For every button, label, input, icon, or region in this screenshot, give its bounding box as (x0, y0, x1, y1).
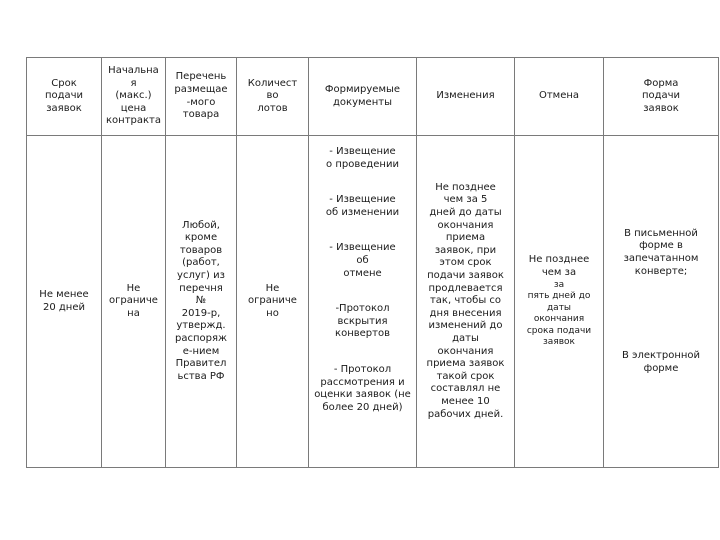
list-value-line: Правител (175, 358, 227, 370)
cancel-detail-line: пять дней до (527, 291, 591, 302)
cell-docs (309, 136, 417, 468)
list-value-line: перечня (179, 282, 223, 294)
form-paper-line: В письменной (624, 227, 698, 239)
document-item-line: -Протокол (335, 303, 390, 315)
changes-value-line: Не позднее (435, 181, 496, 193)
header-price-line: Начальна (108, 65, 159, 77)
changes-value-line: этом срок (439, 257, 492, 269)
changes-value-line: даты (452, 332, 479, 344)
changes-value-line: чем за 5 (443, 194, 488, 206)
header-lots-line: Количест (247, 77, 298, 89)
changes-value-line: составлял не (430, 383, 501, 395)
cell-changes (417, 136, 515, 468)
changes-value-line: приема заявок (426, 358, 505, 370)
list-value-line: (работ, (182, 257, 220, 269)
deadline-value-line: Не менее (39, 288, 89, 300)
deadline-value-line: 20 дней (42, 301, 85, 313)
changes-value-line: менее 10 (441, 395, 490, 407)
header-lots (237, 58, 309, 136)
header-docs (309, 58, 417, 136)
changes-value-line: изменений до (428, 320, 503, 332)
list-value-line: № (195, 295, 207, 307)
changes-value-line: так, чтобы со (429, 295, 502, 307)
header-docs-line: документы (333, 96, 392, 108)
table-row (27, 136, 719, 468)
cancel-detail-line: за (553, 279, 565, 290)
document-item-line: оценки заявок (не (314, 389, 411, 401)
cell-cancel (515, 136, 604, 468)
changes-value-line: рабочих дней. (427, 408, 504, 420)
header-price-line: цена (120, 102, 147, 114)
form-paper-line: форме в (639, 240, 683, 252)
header-form-line: заявок (643, 102, 679, 114)
cell-lots (237, 136, 309, 468)
lots-value-line: ограниче (248, 295, 297, 307)
list-value-line: услуг) из (177, 270, 225, 282)
header-deadline-line: заявок (46, 102, 82, 114)
header-list-line: размещае (174, 83, 228, 95)
document-item (311, 194, 414, 219)
header-price-line: (макс.) (115, 90, 152, 102)
changes-value-line: такой срок (436, 370, 495, 382)
document-item (311, 146, 414, 171)
header-form (604, 58, 719, 136)
header-docs-line: Формируемые (324, 83, 401, 95)
cancel-value-line: Не позднее (528, 254, 590, 266)
header-price (102, 58, 166, 136)
changes-value-line: дней до даты (429, 207, 502, 219)
changes-value-line: окончания (437, 219, 494, 231)
document-item-line: отмене (343, 267, 382, 279)
cancel-detail-line: даты (546, 302, 572, 313)
document-item-line: об (356, 254, 369, 266)
document-item-line: более 20 дней) (322, 401, 403, 413)
header-deadline-line: подачи (44, 90, 84, 102)
header-list-line: -мого (186, 96, 216, 108)
cell-price (102, 136, 166, 468)
price-value-line: ограниче (109, 295, 158, 307)
cancel-detail-line: заявок (543, 337, 575, 348)
changes-value-line: продлевается (428, 282, 503, 294)
list-value-line: утвержд. (176, 320, 226, 332)
price-value-line: Не (126, 282, 141, 294)
header-form-line: Форма (643, 77, 679, 89)
document-item-line: вскрытия (337, 315, 388, 327)
form-paper-line: конверте; (634, 265, 688, 277)
document-item-line: рассмотрения и (320, 376, 405, 388)
header-lots-line: во (266, 90, 279, 102)
form-electronic-line: форме (643, 362, 679, 374)
price-value-line: на (127, 307, 140, 319)
list-value-line: кроме (184, 232, 218, 244)
lots-value-line: Не (265, 282, 280, 294)
list-value-line: е-нием (182, 345, 220, 357)
document-item-line: о проведении (326, 158, 399, 170)
header-list (166, 58, 237, 136)
cancel-detail-line: окончания (533, 314, 585, 325)
document-item (311, 242, 414, 280)
lots-value-line: но (266, 307, 279, 319)
document-item-line: - Протокол (333, 363, 392, 375)
changes-value-line: заявок, при (434, 244, 497, 256)
document-item-line: конвертов (335, 328, 390, 340)
cell-deadline (27, 136, 102, 468)
list-value-line: товаров (179, 244, 223, 256)
procurement-table (26, 57, 719, 468)
header-cancel: Отмена (515, 58, 604, 136)
form-paper-line: запечатанном (623, 252, 699, 264)
list-value-line: Любой, (182, 219, 220, 231)
document-item (311, 303, 414, 341)
form-electronic-line: В электронной (621, 350, 701, 362)
header-deadline-line: Срок (51, 77, 77, 89)
changes-value-line: дня внесения (429, 307, 502, 319)
document-item-line: об изменении (325, 206, 400, 218)
header-price-line: контракта (106, 115, 161, 127)
cell-form (604, 136, 719, 468)
header-list-line: Перечень (175, 71, 227, 83)
document-item-line: - Извещение (329, 194, 396, 206)
list-value-line: ьства РФ (177, 370, 225, 382)
changes-value-line: подачи заявок (427, 270, 504, 282)
changes-value-line: окончания (437, 345, 494, 357)
document-item-line: - Извещение (329, 146, 396, 157)
cancel-detail-line: срока подачи (526, 325, 592, 336)
cancel-value-line: чем за (541, 267, 577, 278)
header-list-line: товара (182, 109, 220, 121)
list-value-line: 2019-р, (181, 307, 221, 319)
header-lots-line: лотов (257, 102, 288, 114)
cell-list (166, 136, 237, 468)
list-value-line: распоряж (174, 332, 227, 344)
header-deadline (27, 58, 102, 136)
header-price-line: я (130, 77, 137, 89)
changes-value-line: приема (445, 232, 486, 244)
header-changes: Изменения (417, 58, 515, 136)
header-form-line: подачи (641, 90, 681, 102)
header-row (27, 58, 719, 136)
document-item (311, 364, 414, 414)
document-item-line: - Извещение (329, 242, 396, 254)
